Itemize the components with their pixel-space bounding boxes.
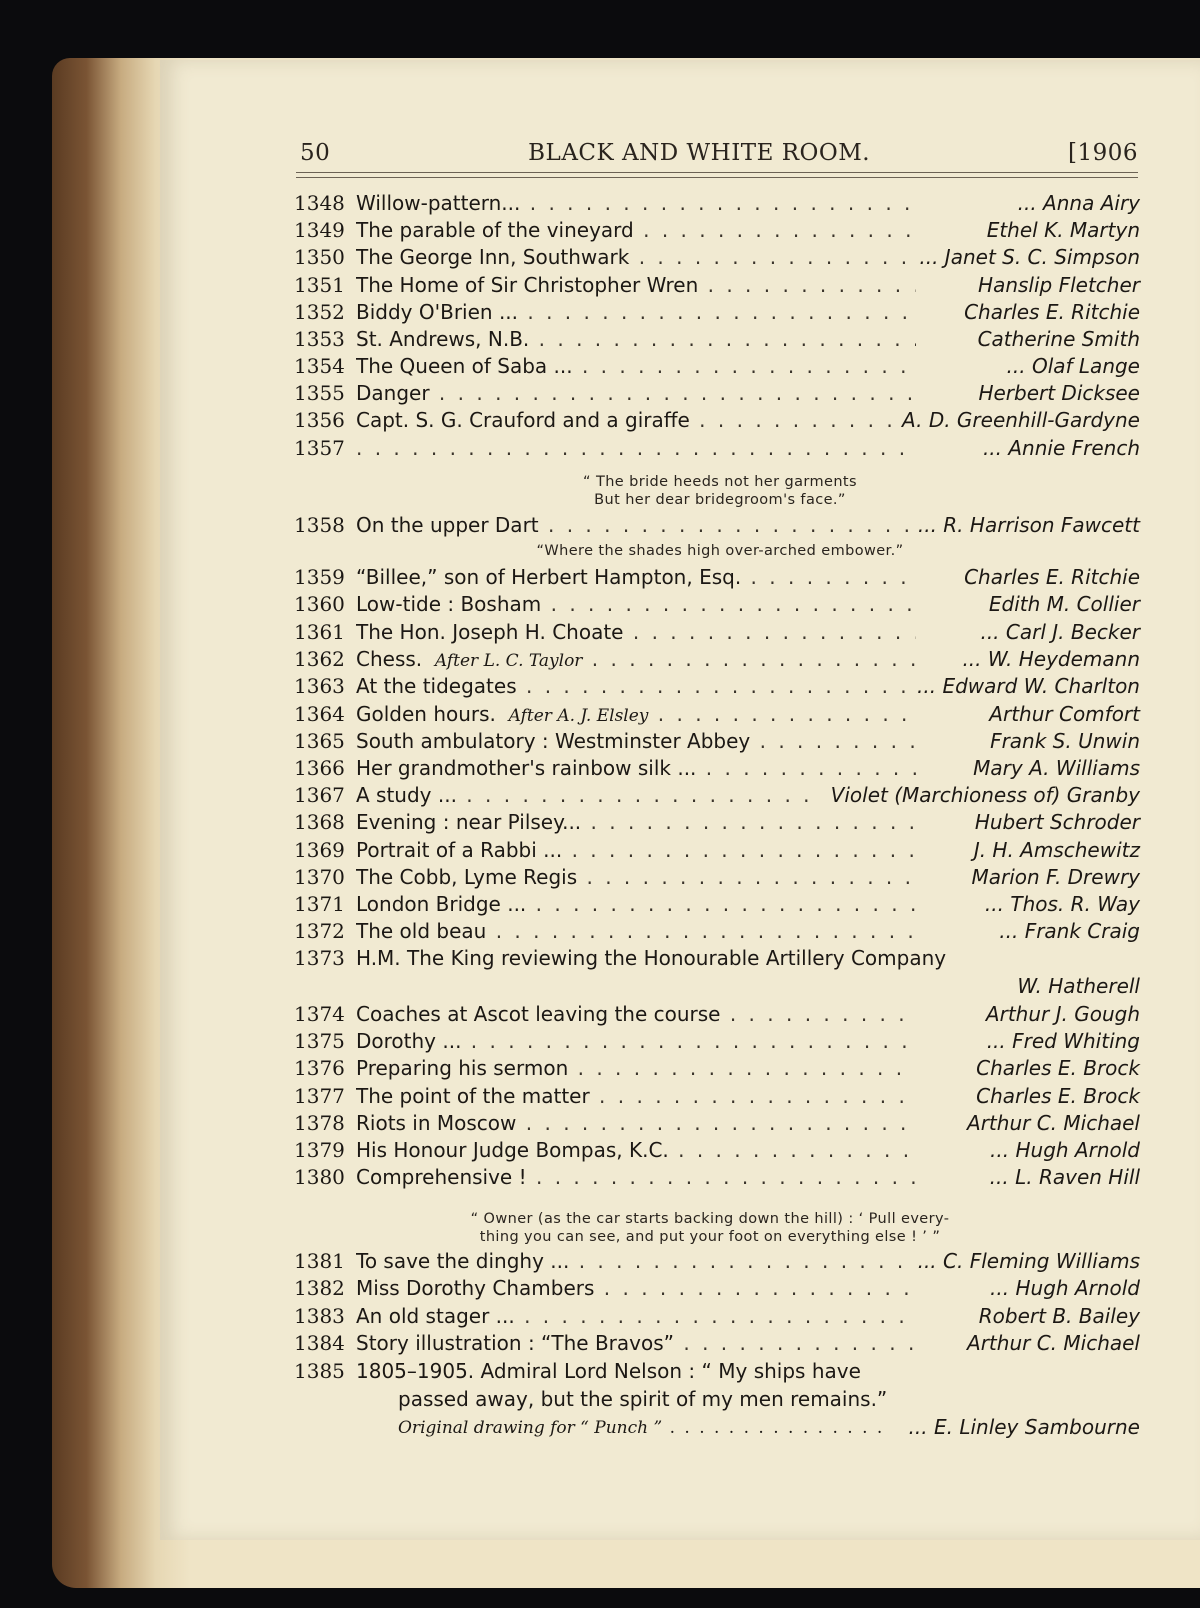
- entry-number: 1366: [294, 756, 345, 780]
- entry-number: 1381: [294, 1249, 345, 1273]
- entry-title: Biddy O'Brien ... . . .: [356, 298, 916, 326]
- entry-artist: ... Annie French: [975, 434, 1140, 462]
- catalogue-entry: [294, 1357, 1140, 1385]
- entry-artist: Ethel K. Martyn: [979, 216, 1140, 244]
- entry-artist: ... R. Harrison Fawcett: [910, 511, 1140, 539]
- catalogue-entry: [294, 808, 1140, 836]
- entry-title: H.M. The King reviewing the Honourable Artillery Company: [356, 946, 947, 970]
- entry-title: Evening : near Pilsey... . . .: [356, 808, 916, 836]
- entry-artist: ... E. Linley Sambourne: [908, 1415, 1140, 1439]
- catalogue-entry: [294, 563, 1140, 591]
- entry-artist: Charles E. Brock: [968, 1082, 1140, 1110]
- entry-artist: ... Olaf Lange: [999, 352, 1140, 380]
- entry-title: The Cobb, Lyme Regis . . .: [356, 863, 916, 891]
- entry-number: 1365: [294, 729, 345, 753]
- catalogue-entry: [294, 216, 1140, 244]
- entry-title: London Bridge ... . . .: [356, 890, 916, 918]
- entry-artist: A. D. Greenhill-Gardyne: [894, 406, 1140, 434]
- original-drawing-label: Original drawing for “ Punch ” . . .: [398, 1418, 884, 1438]
- catalogue-entry: [294, 672, 1140, 700]
- entry-number: 1349: [294, 218, 345, 242]
- entry-artist: Violet (Marchioness of) Granby: [823, 781, 1140, 809]
- entry-number: 1370: [294, 865, 345, 889]
- entry-title: His Honour Judge Bompas, K.C. . . .: [356, 1136, 916, 1164]
- entry-number: 1375: [294, 1029, 345, 1053]
- entry-artist: ... C. Fleming Williams: [910, 1247, 1140, 1275]
- catalogue-entry: [294, 1054, 1140, 1082]
- catalogue-entry: [294, 1027, 1140, 1055]
- catalogue-entry: [294, 243, 1140, 271]
- entry-artist: Arthur Comfort: [981, 700, 1140, 728]
- entry-number: 1353: [294, 327, 345, 351]
- quote-line: “ Owner (as the car starts backing down the hill) : ‘ Pull every-: [470, 1211, 950, 1227]
- entry-title: Coaches at Ascot leaving the course . . .: [356, 1000, 916, 1028]
- entry-number: 1358: [294, 513, 345, 537]
- catalogue-entry: [294, 700, 1140, 728]
- entry-number: 1371: [294, 892, 345, 916]
- catalogue-entry: [294, 890, 1140, 918]
- catalogue-entry: [294, 781, 1140, 809]
- entry-number: 1364: [294, 702, 345, 726]
- entry-title: Riots in Moscow . . .: [356, 1109, 916, 1137]
- catalogue-entry: [294, 1000, 1140, 1028]
- entry-artist: Marion F. Drewry: [963, 863, 1140, 891]
- catalogue-entry: [294, 590, 1140, 618]
- entry-artist: ... L. Raven Hill: [982, 1163, 1140, 1191]
- entry-number: 1362: [294, 647, 345, 671]
- entry-title: The Queen of Saba ... . . .: [356, 352, 916, 380]
- catalogue-entry: [294, 298, 1140, 326]
- catalogue-entry: [294, 1329, 1140, 1357]
- quote-line: “ The bride heeds not her garments: [583, 474, 857, 490]
- catalogue-entry: [294, 406, 1140, 434]
- entry-artist: ... Janet S. C. Simpson: [911, 243, 1140, 271]
- entry-number: 1356: [294, 408, 345, 432]
- entry-title: The point of the matter . . .: [356, 1082, 916, 1110]
- catalogue-entry: [294, 1302, 1140, 1330]
- entry-number: 1351: [294, 273, 345, 297]
- catalogue-entry: [294, 379, 1140, 407]
- entry-artist: ... W. Heydemann: [954, 645, 1140, 673]
- entry-title: Story illustration : “The Bravos” . . .: [356, 1329, 916, 1357]
- catalogue-entry: [294, 836, 1140, 864]
- entry-title: The George Inn, Southwark . . .: [356, 243, 916, 271]
- entry-title: Willow-pattern... . . .: [356, 189, 916, 217]
- entry-number: 1355: [294, 381, 345, 405]
- entry-title: Preparing his sermon . . .: [356, 1054, 916, 1082]
- entry-artist: ... Fred Whiting: [979, 1027, 1140, 1055]
- entry-title: To save the dinghy ... . . .: [356, 1247, 916, 1275]
- entry-artist: ... Frank Craig: [991, 917, 1140, 945]
- entry-number: 1350: [294, 245, 345, 269]
- entry-title: At the tidegates . . .: [356, 672, 916, 700]
- entry-artist: ... Thos. R. Way: [977, 890, 1140, 918]
- entry-number: 1383: [294, 1304, 345, 1328]
- page-number: 50: [300, 140, 331, 166]
- entry-artist: Arthur J. Gough: [978, 1000, 1140, 1028]
- catalogue-entry: [294, 434, 1140, 462]
- entry-artist: Hubert Schroder: [967, 808, 1140, 836]
- entry-artist: ... Anna Airy: [1010, 189, 1140, 217]
- entry-artist: ... Hugh Arnold: [982, 1274, 1140, 1302]
- entry-artist: Arthur C. Michael: [959, 1329, 1140, 1357]
- entry-title: The Home of Sir Christopher Wren . . .: [356, 271, 916, 299]
- catalogue-entry: [294, 863, 1140, 891]
- catalogue-entry: [294, 917, 1140, 945]
- entry-number: 1382: [294, 1276, 345, 1300]
- page-title: BLACK AND WHITE ROOM.: [528, 140, 871, 166]
- entry-artist: ... Edward W. Charlton: [909, 672, 1140, 700]
- entry-number: 1368: [294, 810, 345, 834]
- catalogue-entry: [294, 727, 1140, 755]
- entry-title: Miss Dorothy Chambers . . .: [356, 1274, 916, 1302]
- catalogue-entry: [294, 1109, 1140, 1137]
- entry-number: 1369: [294, 838, 345, 862]
- catalogue-entry: [294, 1082, 1140, 1110]
- entry-number: 1357: [294, 436, 345, 460]
- entry-title: [356, 700, 916, 730]
- entry-number: 1372: [294, 919, 345, 943]
- entry-title: Her grandmother's rainbow silk ... . . .: [356, 754, 916, 782]
- catalogue-entry: [294, 325, 1140, 353]
- catalogue-entry: [294, 944, 1140, 1000]
- entry-artist: Robert B. Bailey: [971, 1302, 1140, 1330]
- catalogue-entry: [294, 1136, 1140, 1164]
- quote-line: But her dear bridegroom's face.”: [594, 492, 846, 508]
- catalogue-entry: [294, 352, 1140, 380]
- entry-title: Capt. S. G. Crauford and a giraffe . . .: [356, 406, 916, 434]
- entry-number: 1385: [294, 1359, 345, 1383]
- entry-title: Comprehensive ! . . .: [356, 1163, 916, 1191]
- entry-title-text: Chess.: [356, 647, 423, 671]
- entry-quote: [480, 542, 960, 560]
- entry-title: An old stager ... . . .: [356, 1302, 916, 1330]
- entry-title: Danger . . .: [356, 379, 916, 407]
- entry-number: 1352: [294, 300, 345, 324]
- entry-artist: Mary A. Williams: [965, 754, 1140, 782]
- original-drawing-line: [398, 1413, 1140, 1441]
- entry-title-text: Golden hours.: [356, 702, 496, 726]
- entry-artist: Arthur C. Michael: [959, 1109, 1140, 1137]
- catalogue-entry: [294, 645, 1140, 673]
- entry-number: 1378: [294, 1111, 345, 1135]
- entry-artist: W. Hatherell: [1009, 972, 1140, 1000]
- entry-title: St. Andrews, N.B. . . .: [356, 325, 916, 353]
- entry-number: 1363: [294, 674, 345, 698]
- catalogue-entry: [294, 271, 1140, 299]
- entry-title: Dorothy ... . . .: [356, 1027, 916, 1055]
- entry-artist: Herbert Dicksee: [970, 379, 1140, 407]
- entry-title: The Hon. Joseph H. Choate . . .: [356, 618, 916, 646]
- entry-title: “Billee,” son of Herbert Hampton, Esq. . . .: [356, 563, 916, 591]
- catalogue-entry: [294, 511, 1140, 539]
- entry-artist: Charles E. Ritchie: [956, 563, 1140, 591]
- entry-number: 1360: [294, 592, 345, 616]
- entry-number: 1377: [294, 1084, 345, 1108]
- entry-title-continuation: passed away, but the spirit of my men remains.”: [398, 1387, 888, 1411]
- entry-number: 1359: [294, 565, 345, 589]
- entry-number: 1361: [294, 620, 345, 644]
- entry-artist: Hanslip Fletcher: [970, 271, 1140, 299]
- catalogue-entry: [294, 1163, 1140, 1191]
- entry-artist: Charles E. Ritchie: [956, 298, 1140, 326]
- page-year: [1906: [1067, 140, 1138, 166]
- entry-artist: Catherine Smith: [970, 325, 1140, 353]
- entry-title: On the upper Dart . . .: [356, 511, 916, 539]
- entry-number: 1373: [294, 946, 345, 970]
- entry-title: The parable of the vineyard . . .: [356, 216, 916, 244]
- entry-quote: [400, 1210, 1020, 1246]
- entry-title: Portrait of a Rabbi ... . . .: [356, 836, 916, 864]
- entry-artist: Edith M. Collier: [981, 590, 1140, 618]
- entry-number: 1376: [294, 1056, 345, 1080]
- entry-number: 1348: [294, 191, 345, 215]
- entry-number: 1367: [294, 783, 345, 807]
- catalogue-entry: [294, 189, 1140, 217]
- entry-title: 1805–1905. Admiral Lord Nelson : “ My ships have: [356, 1359, 861, 1383]
- entry-title: [356, 434, 916, 462]
- entry-title: A study ... . . .: [356, 781, 916, 809]
- catalogue-entry: [294, 618, 1140, 646]
- entry-number: 1354: [294, 354, 345, 378]
- entry-title: South ambulatory : Westminster Abbey . . .: [356, 727, 916, 755]
- entry-title: The old beau . . .: [356, 917, 916, 945]
- entry-artist: Frank S. Unwin: [982, 727, 1140, 755]
- catalogue-entry: [294, 1274, 1140, 1302]
- after-credit: After A. J. Elsley: [508, 706, 649, 726]
- catalogue-entry: [294, 1247, 1140, 1275]
- entry-number: 1380: [294, 1165, 345, 1189]
- entry-artist: ... Hugh Arnold: [982, 1136, 1140, 1164]
- entry-title: [356, 645, 916, 675]
- quote-line: thing you can see, and put your foot on everything else ! ’ ”: [479, 1229, 941, 1245]
- after-credit: After L. C. Taylor: [434, 651, 583, 671]
- entry-number: 1384: [294, 1331, 345, 1355]
- entry-quote: [500, 473, 940, 509]
- catalogue-entry: [294, 754, 1140, 782]
- entry-artist: ... Carl J. Becker: [972, 618, 1140, 646]
- entry-title: Low-tide : Bosham . . .: [356, 590, 916, 618]
- entry-number: 1374: [294, 1002, 345, 1026]
- quote-line: “Where the shades high over-arched embower.”: [536, 543, 904, 559]
- entry-artist: J. H. Amschewitz: [966, 836, 1140, 864]
- entry-artist: Charles E. Brock: [968, 1054, 1140, 1082]
- entry-number: 1379: [294, 1138, 345, 1162]
